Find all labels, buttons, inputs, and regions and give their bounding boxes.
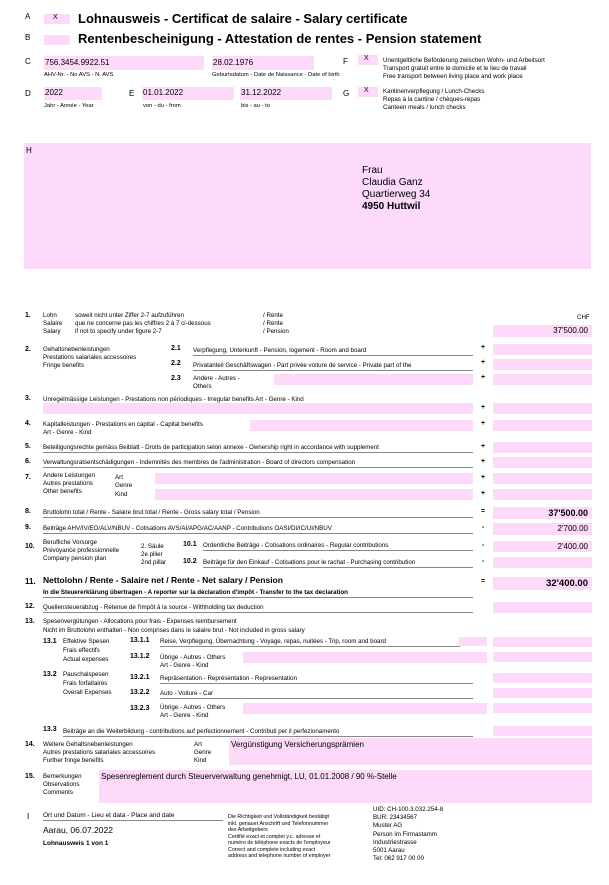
row-5-number: 5. xyxy=(25,443,31,450)
row-4-label-2: Art - Genre - Kind xyxy=(43,429,92,436)
letter-h: H xyxy=(26,146,32,155)
row-13-2-1-number: 13.2.1 xyxy=(130,674,150,681)
row-2-2-number: 2.2 xyxy=(171,360,181,367)
row-5-amount-field[interactable] xyxy=(493,442,592,453)
checkbox-g-mark: X xyxy=(364,87,369,94)
row-13-2-label-de: Pauschalspesen xyxy=(63,671,109,678)
row-7-kind-de: Art xyxy=(115,474,123,481)
row-7-number: 7. xyxy=(25,474,31,481)
row-1-pension-de: / Rente xyxy=(263,312,283,319)
row-14-label-fr: Autres prestations salariales accessoires xyxy=(43,749,156,756)
transport-label-de: Unentgeltliche Beförderung zwischen Wohn- und Arbeitsort xyxy=(383,57,545,64)
row-13-3-amount-field[interactable] xyxy=(493,726,592,736)
row-2-2-plus: + xyxy=(481,359,486,366)
row-13-1-2-kind: Art - Genre - Kind xyxy=(160,662,209,669)
row-11-transfer-label: In die Steuererklärung übertragen - A reporter sur la déclaration d'impôt - Transfer to the tax declaration xyxy=(43,589,348,596)
row-5-label: Beteiligungsrechte gemäss Beiblatt - Droits de participation selon annexe - Ownership right in accordance with supplement xyxy=(43,444,380,451)
to-date-value: 31.12.2022 xyxy=(241,88,282,97)
checkbox-a[interactable] xyxy=(44,14,70,24)
canteen-label-de: Kantinenverpflegung / Lunch-Checks xyxy=(383,88,485,95)
row-2-label-fr: Prestations salariales accessoires xyxy=(43,354,137,361)
row-13-2-label-fr: Frais forfaitaires xyxy=(63,680,108,687)
transport-label-fr: Transport gratuit entre le domicile et le lieu de travail xyxy=(383,65,527,72)
employer-street: Industriestrasse xyxy=(373,838,417,846)
letter-c: C xyxy=(25,57,31,66)
row-11-amount-field[interactable] xyxy=(493,577,592,590)
row-9-number: 9. xyxy=(25,524,31,531)
row-13-2-3-kind-field[interactable] xyxy=(243,703,487,714)
employer-bur: BUR: 23434567 xyxy=(373,814,418,822)
checkbox-a-mark: X xyxy=(53,14,58,21)
row-10-2-number: 10.2 xyxy=(183,558,197,565)
employer-name: Muster AG xyxy=(373,822,403,830)
row-14-kind-fr: Genre xyxy=(194,749,212,756)
row-9-amount: 2'700.00 xyxy=(557,524,588,533)
row-12-amount-field[interactable] xyxy=(493,602,592,613)
row-3-number: 3. xyxy=(25,395,31,402)
row-2-1-plus: + xyxy=(481,344,486,351)
place-date-value: Aarau, 06.07.2022 xyxy=(43,825,113,835)
row-15-label-en: Comments xyxy=(43,789,73,796)
row-2-3-number: 2.3 xyxy=(171,375,181,382)
row-3-label: Unregelmässige Leistungen - Prestations non périodiques - Irregular benefits Art - Genre - Kind xyxy=(43,396,304,403)
birth-date-label: Geburtsdatum - Date de Naissance - Date of birth xyxy=(212,72,340,78)
row-2-3-amount-field[interactable] xyxy=(493,374,592,385)
row-2-3-label: Andere - Autres - xyxy=(193,375,240,382)
row-10-1-label: Ordentliche Beiträge - Cotisations ordinaires - Regular contributions xyxy=(203,542,389,549)
title-salary-certificate: Lohnausweis - Certificat de salaire - Salary certificate xyxy=(78,11,408,26)
row-11-amount: 32'400.00 xyxy=(546,578,588,589)
ahv-number-label: AHV-Nr. - No AVS - N. AVS xyxy=(44,72,114,78)
row-13-label: Spesenvergütungen - Allocations pour frais - Expenses reimbursement xyxy=(43,618,237,625)
address-box[interactable] xyxy=(24,143,591,269)
row-14-value: Vergünstigung Versicherungsprämien xyxy=(231,740,364,749)
signature-note-7: address and telephone number of employer xyxy=(228,853,331,859)
row-7-plus: + xyxy=(481,474,486,481)
address-name: Claudia Ganz xyxy=(362,177,423,188)
row-14-label-de: Weitere Gehaltsnebenleistungen xyxy=(43,741,133,748)
to-date-field[interactable] xyxy=(240,87,332,100)
row-13-2-2-number: 13.2.2 xyxy=(130,689,150,696)
row-13-1-2-amount-field[interactable] xyxy=(493,652,592,662)
row-6-label: Verwaltungsratsentschädigungen - Indemnités des membres de l'administration - Board of directors compensation xyxy=(43,459,356,466)
row-1-amount: 37'500.00 xyxy=(553,326,588,335)
row-14-value-field[interactable] xyxy=(229,738,592,765)
row-7-amount-field[interactable] xyxy=(493,473,592,484)
signature-note-2: inkl. genauer Anschrift und Telefonnummer xyxy=(228,820,329,827)
row-2-3-label-2: Others xyxy=(193,383,212,390)
row-13-1-2-label: Übrige - Autres - Others xyxy=(160,654,226,661)
address-salutation: Frau xyxy=(362,165,383,176)
row-2-number: 2. xyxy=(25,346,31,353)
row-13-1-1-amount-field[interactable] xyxy=(493,637,592,647)
letter-e: E xyxy=(129,89,135,98)
checkbox-f[interactable] xyxy=(358,55,378,65)
employer-person: Person im Firmastamm xyxy=(373,830,437,838)
row-7-kind-fr: Genre xyxy=(115,482,133,489)
row-13-1-label-en: Actual expenses xyxy=(63,656,109,663)
signature-note-4: Certifié exact et complet y.c. adresse et xyxy=(228,833,321,840)
row-13-1-label-fr: Frais effectifs xyxy=(63,647,100,654)
row-14-kind-de: Art xyxy=(194,741,202,748)
row-10-2-amount-field[interactable] xyxy=(493,557,592,568)
row-1-desc-en: if not to specify under figure 2-7 xyxy=(75,328,162,335)
row-2-3-kind-field[interactable] xyxy=(274,374,473,385)
from-date-value: 01.01.2022 xyxy=(143,88,184,97)
row-9-minus: - xyxy=(482,524,485,531)
row-10-1-amount: 2'400.00 xyxy=(557,542,588,551)
certificate-count: Lohnausweis 1 von 1 xyxy=(43,840,109,847)
row-4-amount-field[interactable] xyxy=(493,420,592,431)
row-3-kind-field[interactable] xyxy=(43,403,473,414)
row-7-kind-en: Kind xyxy=(115,491,128,498)
row-3-plus: + xyxy=(481,404,486,411)
row-8-amount: 37'500.00 xyxy=(548,508,588,518)
row-7-label-en: Other benefits xyxy=(43,488,82,495)
row-1-pension-fr: / Rente xyxy=(263,320,283,327)
row-13-2-3-kind: Art - Genre - Kind xyxy=(160,712,209,719)
row-3-amount-field[interactable] xyxy=(493,403,592,414)
row-13-number: 13. xyxy=(25,618,35,625)
letter-g: G xyxy=(343,89,350,98)
row-10-1-number: 10.1 xyxy=(183,541,197,548)
row-10-2-label: Beiträge für den Einkauf - Cotisations pour le rachat - Purchasing contribution xyxy=(203,559,416,566)
row-13-2-label-en: Overall Expenses xyxy=(63,689,112,696)
letter-b: B xyxy=(25,33,31,42)
letter-i: I xyxy=(27,812,30,821)
row-8-number: 8. xyxy=(25,508,31,515)
row-13-1-number: 13.1 xyxy=(43,638,57,645)
checkbox-g[interactable] xyxy=(358,87,378,97)
letter-d: D xyxy=(25,89,31,98)
row-11-equals: = xyxy=(481,578,486,585)
row-2-1-number: 2.1 xyxy=(171,345,181,352)
from-date-field[interactable] xyxy=(142,87,234,100)
row-6-number: 6. xyxy=(25,458,31,465)
row-13-3-label: Beiträge an die Weiterbildung - contributions auf perfectionnement - Contributi per il perfezionamento xyxy=(63,728,340,735)
birth-date-value: 28.02.1976 xyxy=(213,58,254,67)
birth-date-field[interactable] xyxy=(212,56,314,70)
place-date-label: Ort und Datum - Lieu et data - Place and date xyxy=(43,812,175,819)
year-value: 2022 xyxy=(45,88,63,97)
row-13-2-2-amount-field[interactable] xyxy=(493,688,592,698)
row-7-amount-field-2[interactable] xyxy=(493,489,592,500)
row-13-2-3-label: Übrige - Autres - Others xyxy=(160,704,226,711)
canteen-label-en: Canteen meals / lunch checks xyxy=(383,104,466,111)
row-7-label-de: Andere Leistungen xyxy=(43,472,95,479)
row-11-label: Nettolohn / Rente - Salaire net / Rente - Net salary / Pension xyxy=(43,575,283,585)
row-2-label-de: Gehaltsnebenleistungen xyxy=(43,346,110,353)
row-10-label-de: Berufliche Vorsorge xyxy=(43,539,97,546)
row-13-2-2-label: Auto - Voiture - Car xyxy=(160,690,213,697)
row-5-plus: + xyxy=(481,443,486,450)
row-10-pillar-de: 2. Säule xyxy=(141,543,164,550)
row-13-1-1-label: Reise, Verpflegung, Übernachtung - Voyage, repas, nuitées - Trip, room and board xyxy=(160,638,386,645)
row-13-2-1-amount-field[interactable] xyxy=(493,673,592,683)
row-13-1-1-field[interactable] xyxy=(459,637,487,646)
from-date-label: von - du - from xyxy=(143,103,181,109)
row-1-pension-en: / Pension xyxy=(263,328,289,335)
row-4-kind-field[interactable] xyxy=(250,420,473,431)
row-10-label-fr: Prévoyance professionnelle xyxy=(43,547,120,554)
row-2-1-amount-field[interactable] xyxy=(493,344,592,355)
row-15-number: 15. xyxy=(25,773,35,780)
row-15-value: Spesenreglement durch Steuerverwaltung genehmigt, LU, 01.01.2008 / 90 %-Stelle xyxy=(101,772,397,781)
row-15-label-fr: Observations xyxy=(43,781,80,788)
row-8-label: Bruttolohn total / Rente - Salaire brut total / Rente - Gross salary total / Pension xyxy=(43,509,260,516)
checkbox-b[interactable] xyxy=(44,35,70,45)
row-12-label: Quellensteuerabzug - Retenue de l'impôt à la source - Withholding tax deduction xyxy=(43,604,264,611)
year-label: Jahr - Année - Year xyxy=(44,103,94,109)
row-10-1-minus: - xyxy=(482,542,485,549)
ahv-number-value: 756.3454.9922.51 xyxy=(45,58,110,67)
row-7-kind-field[interactable] xyxy=(155,473,473,484)
employer-uid: UID: CH-100.3.032.254-8 xyxy=(373,806,444,813)
row-10-pillar-fr: 2e pilier xyxy=(141,551,163,558)
row-9-label: Beiträge AHV/IV/EO/ALV/NBUV - Cotisations AVS/AI/APG/AC/AANP - Contributions OASI/DI/IC/UI/NBUV xyxy=(43,525,332,532)
row-9-amount-field[interactable] xyxy=(493,523,592,535)
row-13-2-3-number: 13.2.3 xyxy=(130,705,150,712)
row-13-1-label-de: Effektive Spesen xyxy=(63,638,110,645)
row-1-desc-fr: que ne concerne pas les chiffres 2 à 7 ci-dessous xyxy=(75,320,211,327)
canteen-label-fr: Repas à la cantine / chèques-repas xyxy=(383,96,481,103)
signature-note-1: Die Richtigkeit und Vollständigkeit bestätigt xyxy=(228,814,329,820)
row-1-amount-field[interactable] xyxy=(493,325,592,337)
row-7-label-fr: Autres prestations xyxy=(43,480,93,487)
row-11-number: 11. xyxy=(25,577,36,586)
row-2-2-amount-field[interactable] xyxy=(493,359,592,370)
row-8-equals: = xyxy=(481,508,486,515)
row-13-3-number: 13.3 xyxy=(43,726,57,733)
row-14-number: 14. xyxy=(25,741,35,748)
row-13-2-number: 13.2 xyxy=(43,671,57,678)
row-13-2-3-amount-field[interactable] xyxy=(493,703,592,713)
row-1-number: 1. xyxy=(25,312,31,319)
letter-f: F xyxy=(343,57,348,66)
row-7-kind-field-2[interactable] xyxy=(155,489,473,500)
ahv-number-field[interactable] xyxy=(44,56,204,70)
row-14-kind-en: Kind xyxy=(194,757,207,764)
transport-label-en: Free transport between living place and work place xyxy=(383,73,523,80)
row-10-pillar-en: 2nd pillar xyxy=(141,559,167,566)
to-date-label: bis - au - to xyxy=(241,103,270,109)
row-2-label-en: Fringe benefits xyxy=(43,362,84,369)
row-8-amount-field[interactable] xyxy=(493,507,592,519)
signature-note-5: numéro de téléphone exacts de l'employeur xyxy=(228,840,331,846)
row-10-1-amount-field[interactable] xyxy=(493,541,592,552)
row-1-desc-de: soweit nicht unter Ziffer 2-7 aufzuführen xyxy=(75,312,184,319)
row-6-plus: + xyxy=(481,458,486,465)
row-13-1-2-number: 13.1.2 xyxy=(130,653,150,660)
signature-note-6: Correct and complete including exact xyxy=(228,846,316,853)
row-7-plus-2: + xyxy=(481,490,486,497)
row-6-amount-field[interactable] xyxy=(493,457,592,468)
row-4-plus: + xyxy=(481,420,486,427)
row-2-1-label: Verpflegung, Unterkunft - Pension, logement - Room and board xyxy=(193,347,367,354)
row-4-label: Kapitalleistungen - Prestations en capital - Capital benefits xyxy=(43,421,203,428)
letter-a: A xyxy=(25,12,31,21)
row-4-number: 4. xyxy=(25,420,31,427)
row-12-number: 12. xyxy=(25,603,35,610)
address-city: 4950 Huttwil xyxy=(362,201,421,212)
address-street: Quartierweg 34 xyxy=(362,189,431,200)
row-13-label-2: Nicht im Bruttolohn enthalten - Non comprises dans le salaire brut - Not included in gross salary xyxy=(43,627,305,634)
row-14-label-en: Further fringe benefits xyxy=(43,757,104,764)
row-10-2-minus: - xyxy=(482,558,485,565)
row-15-remarks-field[interactable] xyxy=(99,770,592,803)
row-1-label-en: Salary xyxy=(43,328,61,335)
title-pension-statement: Rentenbescheinigung - Attestation de rentes - Pension statement xyxy=(78,31,482,46)
currency-label: CHF xyxy=(577,314,590,321)
employer-city: 5001 Aarau xyxy=(373,847,405,855)
signature-note-3: des Arbeitgebers xyxy=(228,827,268,833)
row-10-number: 10. xyxy=(25,543,35,550)
row-13-2-1-label: Repräsentation - Représentation - Representation xyxy=(160,675,297,682)
year-field[interactable] xyxy=(44,87,102,100)
employer-phone: Tel: 062 917 00 00 xyxy=(373,855,424,863)
checkbox-f-mark: X xyxy=(364,55,369,62)
row-13-1-1-number: 13.1.1 xyxy=(130,637,150,644)
row-1-label-de: Lohn xyxy=(43,312,57,319)
row-1-label-fr: Salaire xyxy=(43,320,63,327)
row-13-1-2-kind-field[interactable] xyxy=(243,652,487,663)
row-15-label-de: Bemerkungen xyxy=(43,773,82,780)
row-2-2-label: Privatanteil Geschäftswagen - Part privée voiture de service - Private part of the xyxy=(193,362,412,369)
row-10-label-en: Company pension plan xyxy=(43,555,107,562)
row-2-3-plus: + xyxy=(481,374,486,381)
